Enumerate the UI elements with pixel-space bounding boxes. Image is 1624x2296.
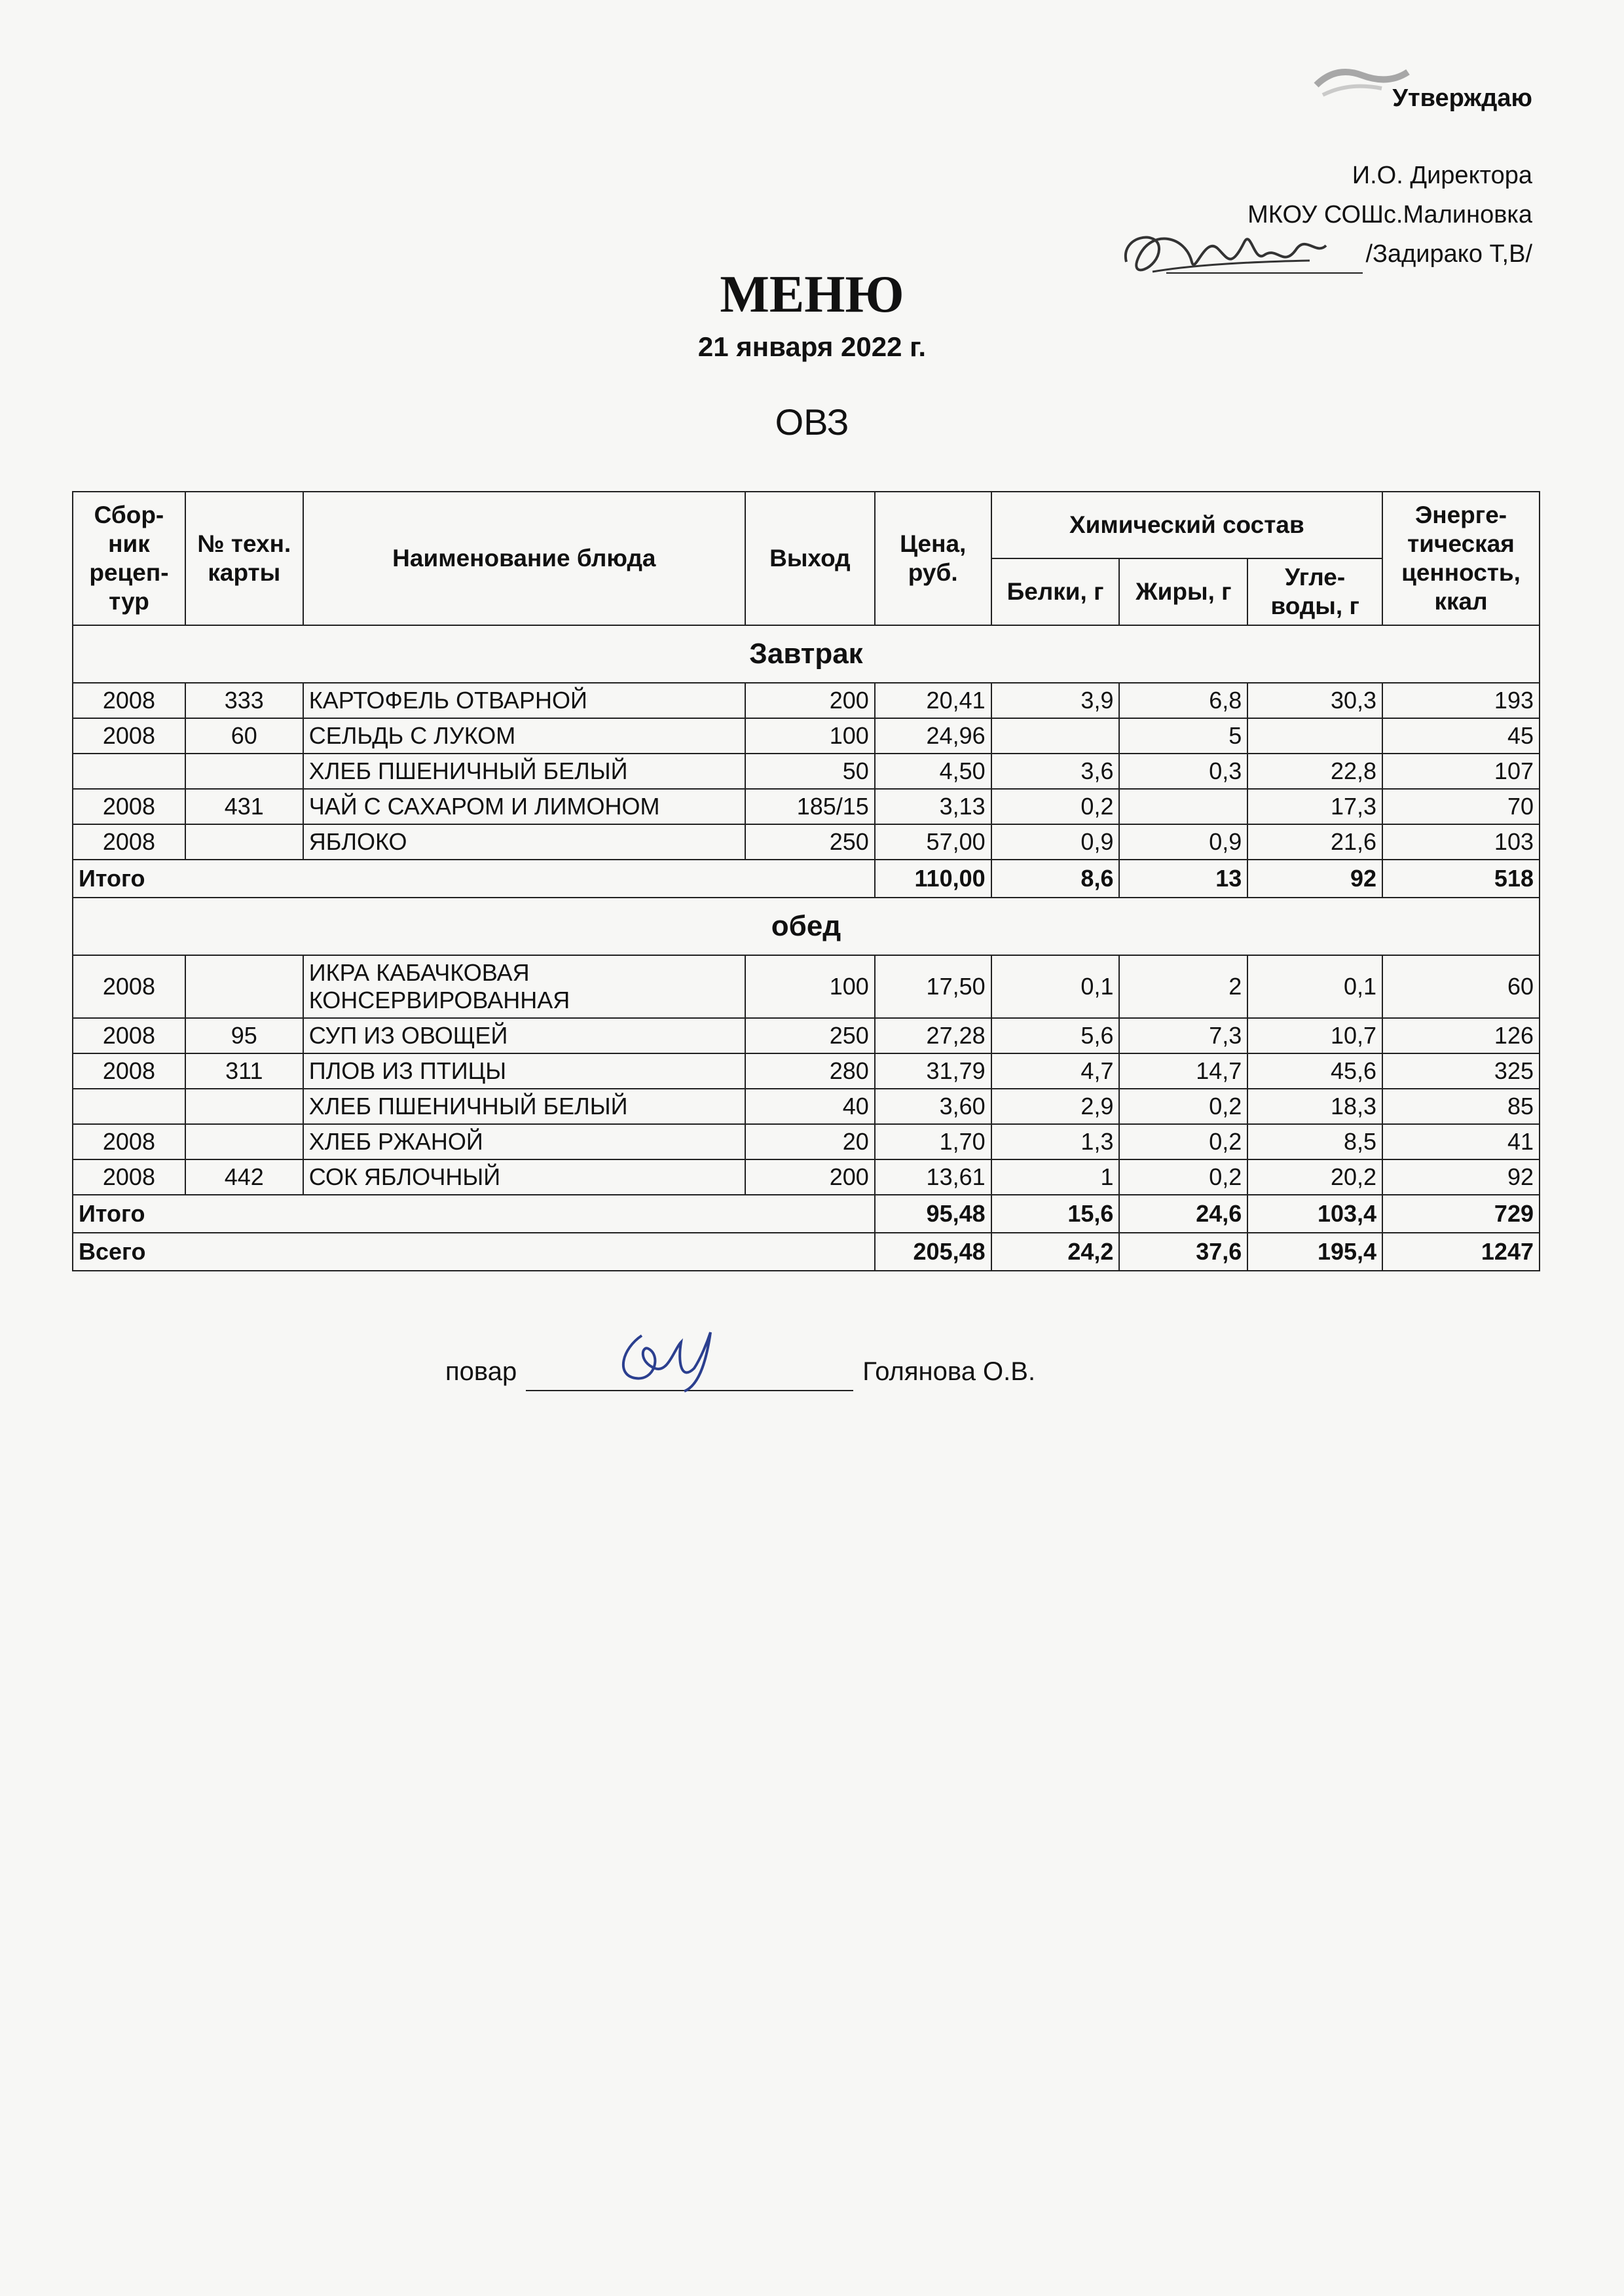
cell-price: 20,41 [875, 683, 991, 718]
cell-carbs: 10,7 [1247, 1018, 1382, 1053]
total-energy: 1247 [1382, 1233, 1540, 1271]
cell-dish: ИКРА КАБАЧКОВАЯ КОНСЕРВИРОВАННАЯ [303, 955, 745, 1018]
table-row [73, 1089, 1540, 1124]
cell-price: 57,00 [875, 824, 991, 860]
cell-yield: 250 [745, 1018, 875, 1053]
cell-proteins: 3,6 [991, 754, 1120, 789]
total-price: 205,48 [875, 1233, 991, 1271]
table-row [73, 1159, 1540, 1195]
cell-proteins: 0,9 [991, 824, 1120, 860]
cell-price: 31,79 [875, 1053, 991, 1089]
cell-energy: 60 [1382, 955, 1540, 1018]
cell-fats: 7,3 [1119, 1018, 1247, 1053]
cell-yield: 185/15 [745, 789, 875, 824]
cell-energy: 193 [1382, 683, 1540, 718]
total-row [73, 860, 1540, 898]
col-fats: Жиры, г [1119, 558, 1247, 625]
cell-energy: 85 [1382, 1089, 1540, 1124]
cook-role: повар [445, 1357, 517, 1386]
cell-card [185, 955, 303, 1018]
section-row [73, 625, 1540, 683]
cell-dish: СОК ЯБЛОЧНЫЙ [303, 1159, 745, 1195]
table-row [73, 754, 1540, 789]
total-price: 110,00 [875, 860, 991, 898]
col-collection: Сбор-ник рецеп-тур [73, 492, 185, 625]
cell-carbs: 20,2 [1247, 1159, 1382, 1195]
cell-proteins: 5,6 [991, 1018, 1120, 1053]
cell-energy: 126 [1382, 1018, 1540, 1053]
total-carbs: 92 [1247, 860, 1382, 898]
table-row [73, 1053, 1540, 1089]
menu-group: ОВЗ [775, 401, 849, 443]
cell-carbs: 0,1 [1247, 955, 1382, 1018]
approval-position: И.О. Директора [1352, 162, 1532, 189]
cell-yield: 200 [745, 1159, 875, 1195]
cell-yield: 250 [745, 824, 875, 860]
cell-card [185, 754, 303, 789]
table-row [73, 1124, 1540, 1159]
cell-fats: 0,9 [1119, 824, 1247, 860]
cell-carbs [1247, 718, 1382, 754]
cook-name: Голянова О.В. [862, 1357, 1036, 1386]
cell-yield: 50 [745, 754, 875, 789]
cell-yield: 40 [745, 1089, 875, 1124]
cell-dish: КАРТОФЕЛЬ ОТВАРНОЙ [303, 683, 745, 718]
table-row [73, 789, 1540, 824]
section-row [73, 898, 1540, 955]
total-label: Всего [73, 1233, 875, 1271]
col-energy: Энерге-тическая ценность, ккал [1382, 492, 1540, 625]
cell-carbs: 21,6 [1247, 824, 1382, 860]
total-row [73, 1195, 1540, 1233]
total-label: Итого [73, 860, 875, 898]
cell-proteins: 0,2 [991, 789, 1120, 824]
cell-collection [73, 1089, 185, 1124]
cell-carbs: 22,8 [1247, 754, 1382, 789]
menu-title: МЕНЮ [720, 266, 904, 323]
cell-proteins: 0,1 [991, 955, 1120, 1018]
col-price: Цена, руб. [875, 492, 991, 625]
cell-price: 4,50 [875, 754, 991, 789]
cell-dish: ХЛЕБ ПШЕНИЧНЫЙ БЕЛЫЙ [303, 1089, 745, 1124]
cook-signature [602, 1322, 720, 1394]
cell-dish: СУП ИЗ ОВОЩЕЙ [303, 1018, 745, 1053]
total-proteins: 8,6 [991, 860, 1120, 898]
cell-dish: ПЛОВ ИЗ ПТИЦЫ [303, 1053, 745, 1089]
cell-yield: 280 [745, 1053, 875, 1089]
col-dish: Наименование блюда [303, 492, 745, 625]
approval-name: /Задирако Т,В/ [1365, 240, 1532, 268]
cell-fats: 0,2 [1119, 1089, 1247, 1124]
cell-dish: ЧАЙ С САХАРОМ И ЛИМОНОМ [303, 789, 745, 824]
menu-table [72, 491, 1540, 1271]
cell-energy: 325 [1382, 1053, 1540, 1089]
table-row [73, 718, 1540, 754]
cell-fats: 2 [1119, 955, 1247, 1018]
cell-card [185, 1089, 303, 1124]
cell-energy: 45 [1382, 718, 1540, 754]
cell-proteins: 1 [991, 1159, 1120, 1195]
col-chem: Химический состав [991, 492, 1382, 558]
cell-card: 442 [185, 1159, 303, 1195]
cell-fats: 5 [1119, 718, 1247, 754]
cell-card: 431 [185, 789, 303, 824]
cell-fats: 14,7 [1119, 1053, 1247, 1089]
cell-carbs: 45,6 [1247, 1053, 1382, 1089]
total-label: Итого [73, 1195, 875, 1233]
cell-card: 95 [185, 1018, 303, 1053]
cell-price: 3,60 [875, 1089, 991, 1124]
cell-energy: 107 [1382, 754, 1540, 789]
cell-card: 333 [185, 683, 303, 718]
total-row [73, 1233, 1540, 1271]
cell-collection: 2008 [73, 1018, 185, 1053]
cell-yield: 200 [745, 683, 875, 718]
cell-energy: 92 [1382, 1159, 1540, 1195]
cell-carbs: 30,3 [1247, 683, 1382, 718]
cell-collection: 2008 [73, 1053, 185, 1089]
total-fats: 37,6 [1119, 1233, 1247, 1271]
cell-carbs: 18,3 [1247, 1089, 1382, 1124]
cell-carbs: 17,3 [1247, 789, 1382, 824]
cell-collection: 2008 [73, 824, 185, 860]
cell-fats: 0,2 [1119, 1124, 1247, 1159]
cell-price: 24,96 [875, 718, 991, 754]
cell-dish: ЯБЛОКО [303, 824, 745, 860]
cell-energy: 103 [1382, 824, 1540, 860]
cell-collection: 2008 [73, 683, 185, 718]
cell-fats [1119, 789, 1247, 824]
total-carbs: 195,4 [1247, 1233, 1382, 1271]
cell-collection: 2008 [73, 955, 185, 1018]
cell-card [185, 824, 303, 860]
cell-price: 1,70 [875, 1124, 991, 1159]
cell-proteins [991, 718, 1120, 754]
cell-carbs: 8,5 [1247, 1124, 1382, 1159]
cell-proteins: 2,9 [991, 1089, 1120, 1124]
col-yield: Выход [745, 492, 875, 625]
document-header [0, 262, 1624, 445]
cell-yield: 100 [745, 718, 875, 754]
total-energy: 729 [1382, 1195, 1540, 1233]
cell-card: 311 [185, 1053, 303, 1089]
cell-price: 3,13 [875, 789, 991, 824]
cell-yield: 20 [745, 1124, 875, 1159]
table-row [73, 1018, 1540, 1053]
cell-collection: 2008 [73, 789, 185, 824]
col-carbs: Угле-воды, г [1247, 558, 1382, 625]
cell-collection: 2008 [73, 1159, 185, 1195]
cell-card [185, 1124, 303, 1159]
col-card-no: № техн. карты [185, 492, 303, 625]
cell-collection: 2008 [73, 1124, 185, 1159]
cell-price: 13,61 [875, 1159, 991, 1195]
cell-energy: 70 [1382, 789, 1540, 824]
cell-collection [73, 754, 185, 789]
cell-proteins: 3,9 [991, 683, 1120, 718]
approval-organization: МКОУ СОШс.Малиновка [1247, 201, 1532, 228]
cook-signature-row [445, 1352, 1035, 1391]
cell-price: 17,50 [875, 955, 991, 1018]
cell-energy: 41 [1382, 1124, 1540, 1159]
menu-table-body [73, 625, 1540, 1271]
table-row [73, 683, 1540, 718]
cell-price: 27,28 [875, 1018, 991, 1053]
cell-proteins: 1,3 [991, 1124, 1120, 1159]
section-title: Завтрак [73, 625, 1540, 683]
total-price: 95,48 [875, 1195, 991, 1233]
total-fats: 13 [1119, 860, 1247, 898]
total-proteins: 15,6 [991, 1195, 1120, 1233]
table-row [73, 824, 1540, 860]
total-fats: 24,6 [1119, 1195, 1247, 1233]
menu-date: 21 января 2022 г. [697, 331, 927, 362]
table-row [73, 955, 1540, 1018]
cell-fats: 0,2 [1119, 1159, 1247, 1195]
total-energy: 518 [1382, 860, 1540, 898]
section-title: обед [73, 898, 1540, 955]
cell-dish: ХЛЕБ РЖАНОЙ [303, 1124, 745, 1159]
total-proteins: 24,2 [991, 1233, 1120, 1271]
approval-title: Утверждаю [1392, 84, 1532, 112]
total-carbs: 103,4 [1247, 1195, 1382, 1233]
cell-card: 60 [185, 718, 303, 754]
cell-dish: СЕЛЬДЬ С ЛУКОМ [303, 718, 745, 754]
cell-proteins: 4,7 [991, 1053, 1120, 1089]
col-proteins: Белки, г [991, 558, 1120, 625]
cell-collection: 2008 [73, 718, 185, 754]
cell-yield: 100 [745, 955, 875, 1018]
cell-fats: 0,3 [1119, 754, 1247, 789]
cell-dish: ХЛЕБ ПШЕНИЧНЫЙ БЕЛЫЙ [303, 754, 745, 789]
cell-fats: 6,8 [1119, 683, 1247, 718]
